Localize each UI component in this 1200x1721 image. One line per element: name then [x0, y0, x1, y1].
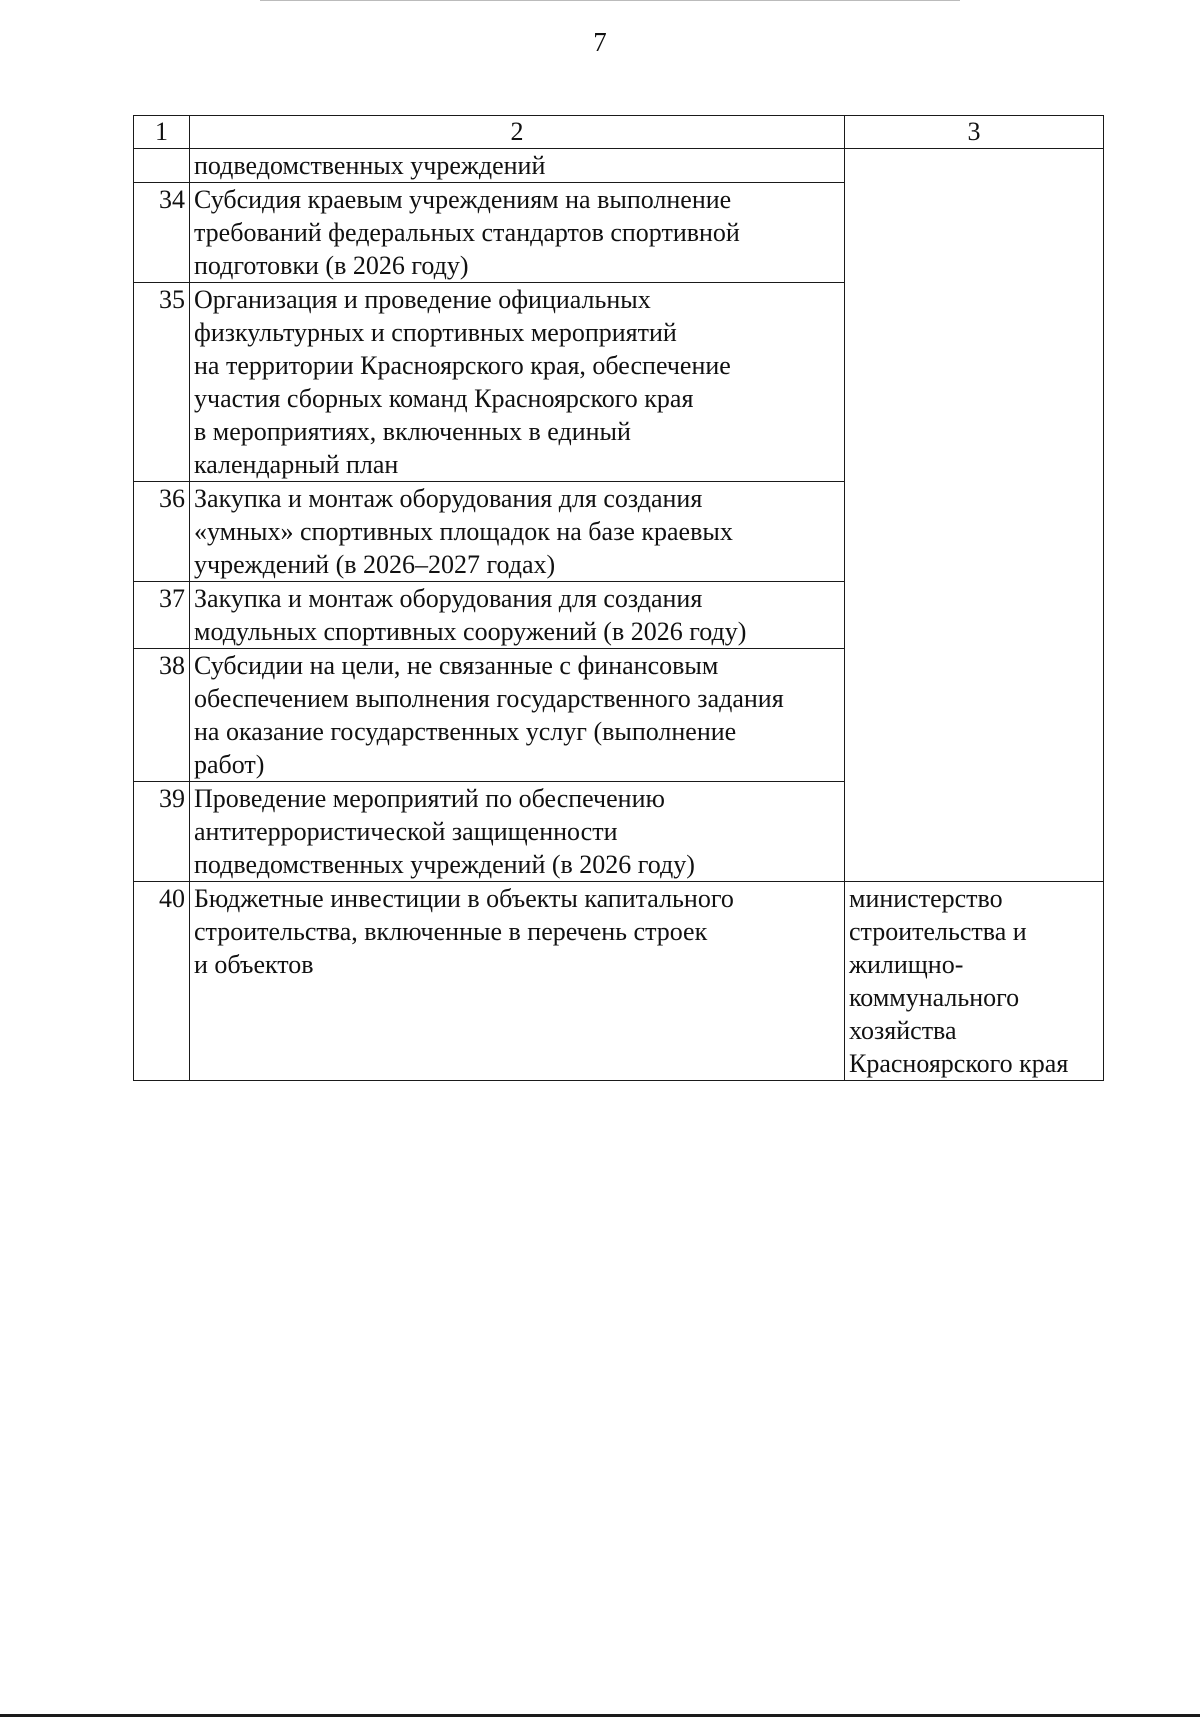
row-number: 38 — [134, 649, 190, 782]
row-description: Субсидия краевым учреждениям на выполнение требований федеральных стандартов спортивной подготовки (в 2026 году) — [190, 183, 845, 283]
row-description: Субсидии на цели, не связанные с финансовым обеспечением выполнения государственного задания на оказание государственных услуг (выполнение работ) — [190, 649, 845, 782]
scan-bottom-edge-line — [0, 1714, 1200, 1717]
row-responsible: министерство строительства и жилищно- коммунального хозяйства Красноярского края — [845, 882, 1104, 1081]
row-number: 35 — [134, 283, 190, 482]
row-description: Проведение мероприятий по обеспечению антитеррористической защищенности подведомственных учреждений (в 2026 году) — [190, 782, 845, 882]
column-header-description: 2 — [190, 116, 845, 149]
row-number: 39 — [134, 782, 190, 882]
row-description: Закупка и монтаж оборудования для создания «умных» спортивных площадок на базе краевых учреждений (в 2026–2027 годах) — [190, 482, 845, 582]
row-description: Бюджетные инвестиции в объекты капитального строительства, включенные в перечень строек и объектов — [190, 882, 845, 1081]
row-number — [134, 149, 190, 183]
table-row — [134, 149, 1104, 183]
row-description: Организация и проведение официальных физкультурных и спортивных мероприятий на территории Красноярского края, обеспечение участия сборных команд Красноярского края в мероприятиях, включенных в единый календарный план — [190, 283, 845, 482]
row-number: 36 — [134, 482, 190, 582]
row-description: подведомственных учреждений — [190, 149, 845, 183]
row-number: 37 — [134, 582, 190, 649]
row-responsible-merged — [845, 149, 1104, 882]
row-number: 34 — [134, 183, 190, 283]
column-header-responsible: 3 — [845, 116, 1104, 149]
page-number: 7 — [593, 27, 607, 57]
row-number: 40 — [134, 882, 190, 1081]
column-header-number: 1 — [134, 116, 190, 149]
table-row — [134, 882, 1104, 1081]
table-header-row — [134, 116, 1104, 149]
document-table — [133, 115, 1104, 1081]
scan-top-edge-line — [260, 0, 960, 1]
row-description: Закупка и монтаж оборудования для создания модульных спортивных сооружений (в 2026 году) — [190, 582, 845, 649]
